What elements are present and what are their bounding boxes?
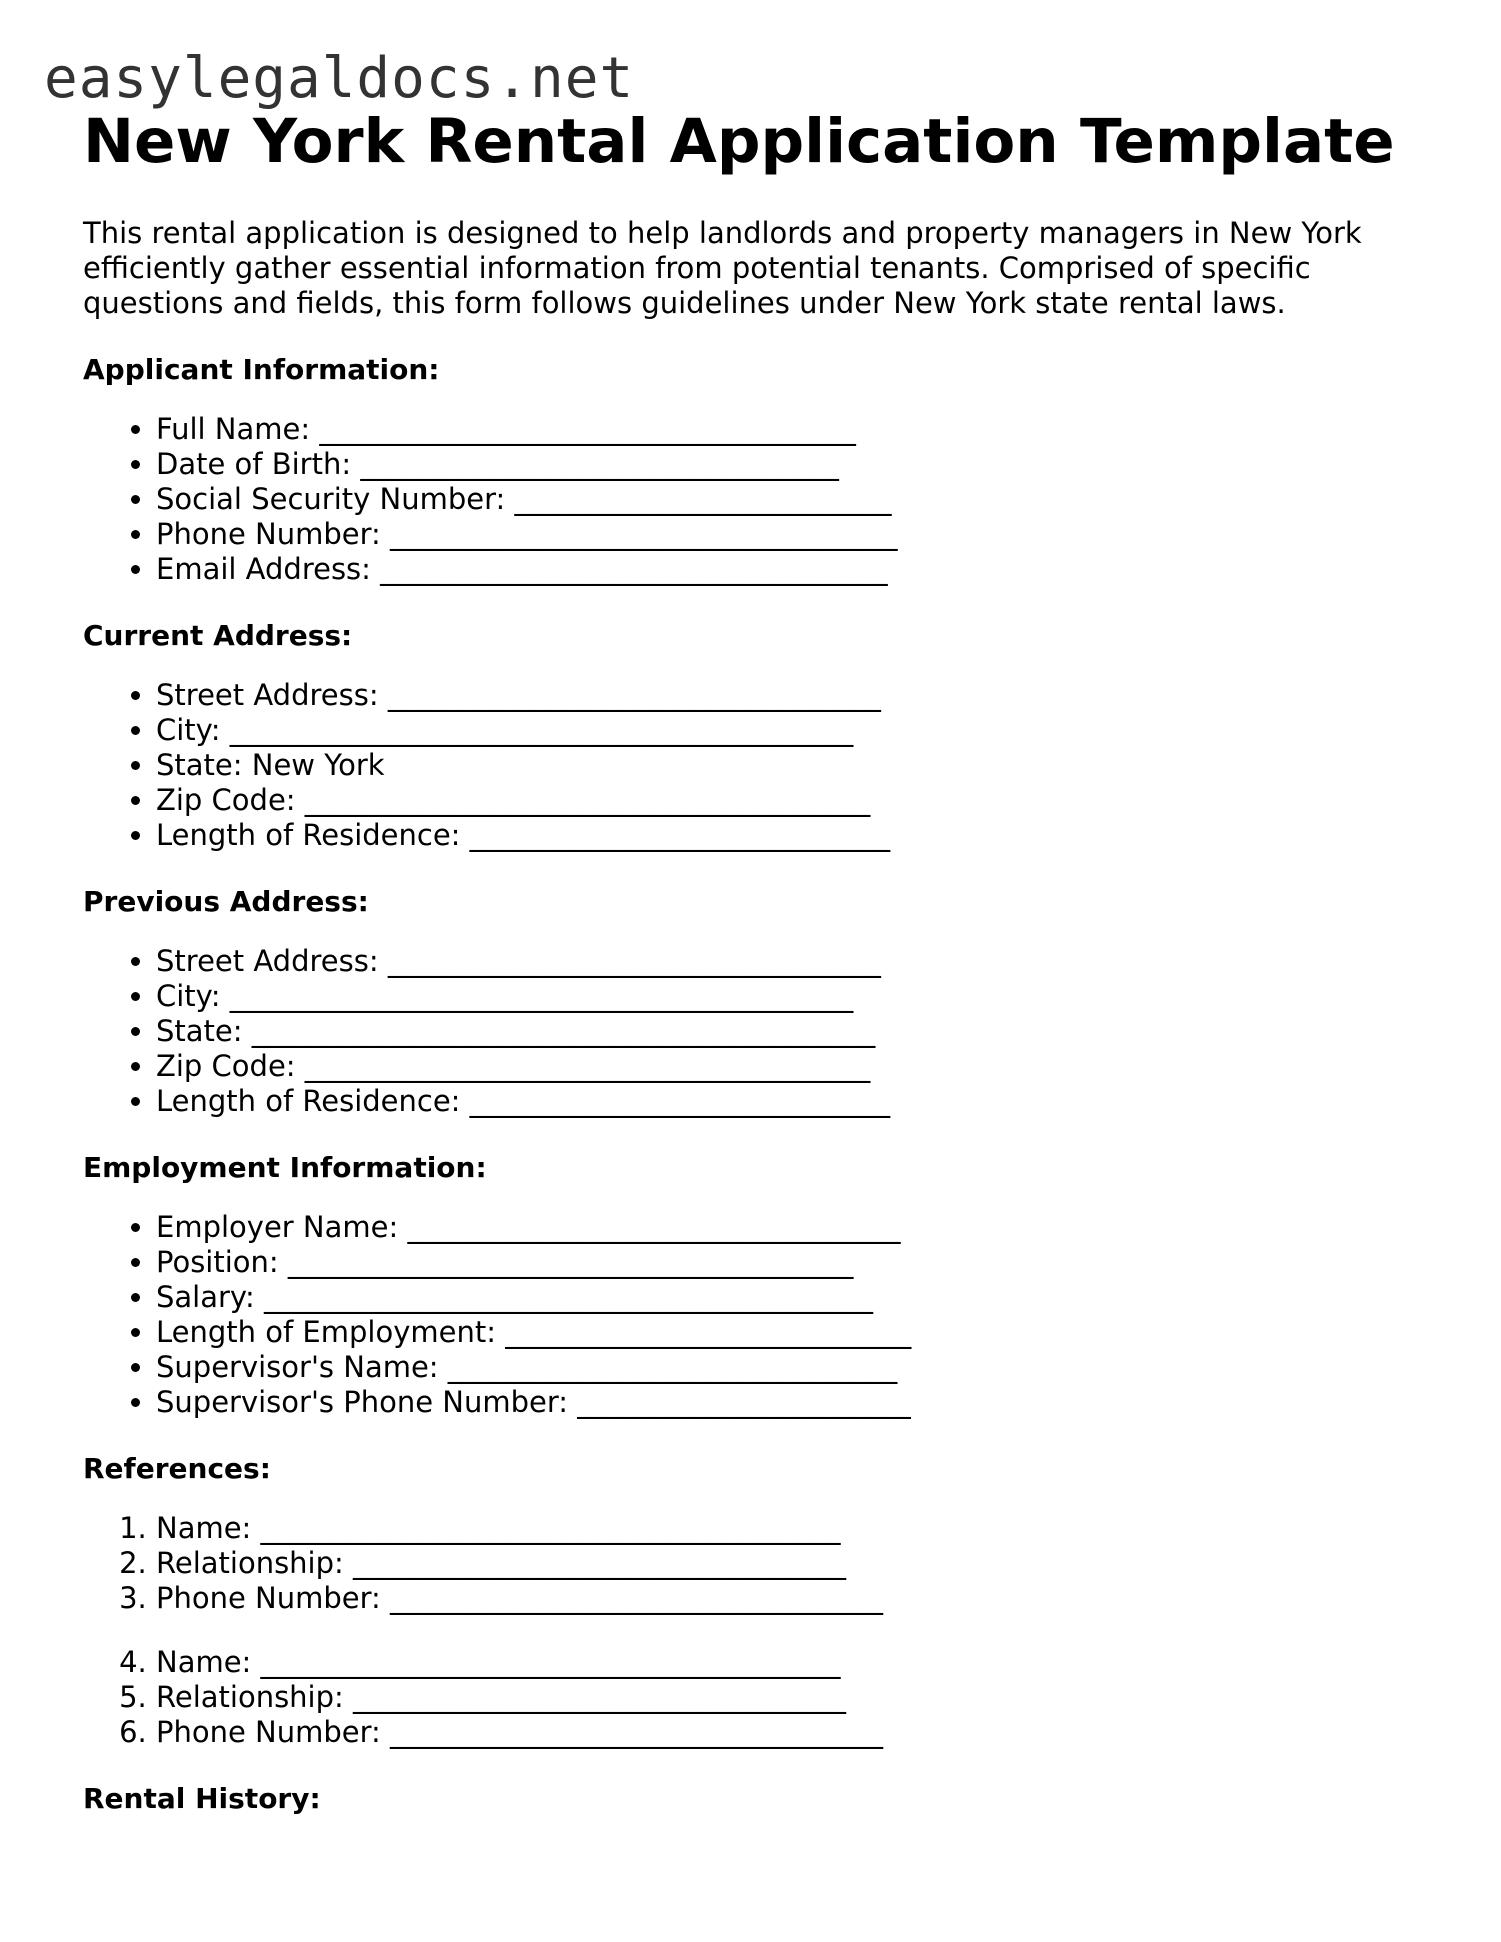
previous-address-length: • Length of Residence: _____________________________: [156, 1084, 1423, 1119]
current-address-city: • City: ___________________________________________: [156, 713, 1423, 748]
previous-address-state: • State: ___________________________________________: [156, 1014, 1423, 1049]
current-address-list: [83, 678, 1423, 853]
employment-supervisor-name: • Supervisor's Name: _______________________________: [156, 1350, 1423, 1385]
previous-address-street: • Street Address: __________________________________: [156, 944, 1423, 979]
previous-address-city: • City: ___________________________________________: [156, 979, 1423, 1014]
site-watermark: easylegaldocs.net: [44, 46, 635, 111]
applicant-field-ssn: • Social Security Number: __________________________: [156, 482, 1423, 517]
employment-heading: Employment Information:: [83, 1151, 487, 1184]
applicant-field-dob: • Date of Birth: _________________________________: [156, 447, 1423, 482]
employment-employer-name: • Employer Name: __________________________________: [156, 1210, 1423, 1245]
reference-2-phone: 6. Phone Number: __________________________________: [156, 1715, 1423, 1750]
previous-address-zip: • Zip Code: _______________________________________: [156, 1049, 1423, 1084]
intro-paragraph: This rental application is designed to help landlords and property managers in New York efficiently gather essential information from potential tenants. Comprised of specific questions and fields, this form follows guidelines under New York state rental laws.: [83, 216, 1362, 320]
page-title: New York Rental Application Template: [83, 106, 1395, 177]
applicant-field-email: • Email Address: ___________________________________: [156, 552, 1423, 587]
reference-1-name: 1. Name: ________________________________________: [156, 1511, 1423, 1546]
employment-position: • Position: _______________________________________: [156, 1245, 1423, 1280]
rental-history-heading: Rental History:: [83, 1782, 321, 1815]
employment-list: [83, 1210, 1423, 1420]
employment-length: • Length of Employment: ____________________________: [156, 1315, 1423, 1350]
previous-address-list: [83, 944, 1423, 1119]
current-address-state: • State: New York: [156, 748, 1423, 783]
current-address-heading: Current Address:: [83, 619, 353, 652]
references-heading: References:: [83, 1452, 271, 1485]
applicant-field-phone: • Phone Number: ___________________________________: [156, 517, 1423, 552]
references-list-1: [83, 1511, 1423, 1616]
previous-address-heading: Previous Address:: [83, 885, 369, 918]
reference-1-relationship: 2. Relationship: __________________________________: [156, 1546, 1423, 1581]
reference-2-name: 4. Name: ________________________________________: [156, 1645, 1423, 1680]
applicant-field-full-name: • Full Name: _____________________________________: [156, 412, 1423, 447]
current-address-zip: • Zip Code: _______________________________________: [156, 783, 1423, 818]
reference-1-phone: 3. Phone Number: __________________________________: [156, 1581, 1423, 1616]
applicant-heading: Applicant Information:: [83, 353, 440, 386]
references-list-2: [83, 1645, 1423, 1750]
employment-supervisor-phone: • Supervisor's Phone Number: _______________________: [156, 1385, 1423, 1420]
applicant-list: [83, 412, 1423, 587]
current-address-street: • Street Address: __________________________________: [156, 678, 1423, 713]
document-body: [83, 104, 1423, 1821]
current-address-length: • Length of Residence: _____________________________: [156, 818, 1423, 853]
employment-salary: • Salary: __________________________________________: [156, 1280, 1423, 1315]
reference-2-relationship: 5. Relationship: __________________________________: [156, 1680, 1423, 1715]
